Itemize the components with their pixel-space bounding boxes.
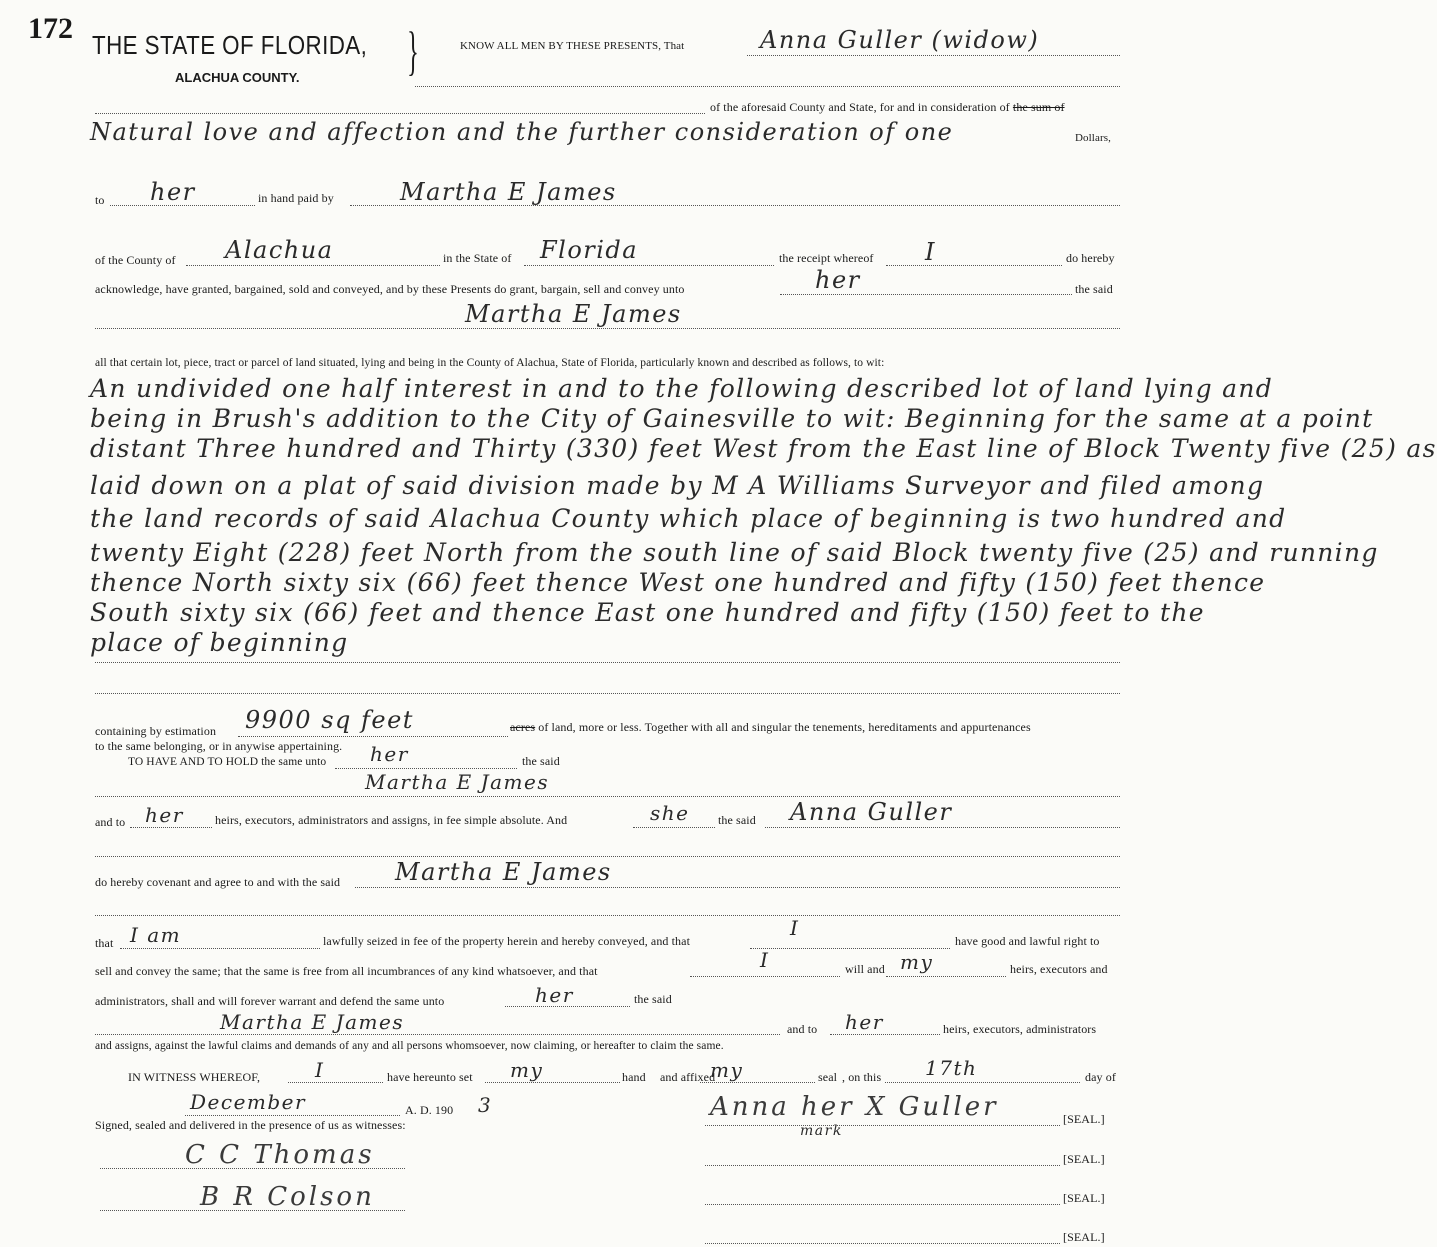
grantor-mark-label: mark xyxy=(800,1123,843,1139)
signature-line xyxy=(705,1125,1060,1126)
consideration-text: Natural love and affection and the further consideration of one xyxy=(90,118,954,146)
seized-value-2: I xyxy=(790,916,800,940)
covenant-text: do hereby covenant and agree to and with the said xyxy=(95,875,341,889)
blank-line xyxy=(524,265,774,266)
that-label: that xyxy=(95,936,114,950)
witness-whereof-label: IN WITNESS WHEREOF, xyxy=(128,1070,261,1084)
aforesaid-text: of the aforesaid County and State, for and in consideration of the sum of xyxy=(710,100,1065,114)
sell-value: I xyxy=(760,948,770,972)
grantor-name: Anna Guller (widow) xyxy=(760,26,1040,54)
header-brace: } xyxy=(407,21,419,81)
blank-line xyxy=(747,55,1120,56)
blank-line xyxy=(95,113,705,114)
claims-text: and assigns, against the lawful claims and demands of any and all persons whomsoever, now claiming, or hereafter to claim the same. xyxy=(95,1040,724,1052)
containing-rest: acres of land, more or less. Together with all and singular the tenements, hereditaments and appurtenances xyxy=(510,720,1031,734)
blank-line xyxy=(95,1034,780,1035)
seal-value: my xyxy=(710,1058,744,1082)
county-heading: ALACHUA COUNTY. xyxy=(175,70,300,85)
blank-line xyxy=(95,915,1120,916)
description-line: the land records of said Alachua County which place of beginning is two hundred and xyxy=(90,504,1287,533)
hereby-label: do hereby xyxy=(1066,251,1115,265)
blank-line xyxy=(288,1082,383,1083)
seal-label: [SEAL.] xyxy=(1063,1230,1105,1244)
of-county-label: of the County of xyxy=(95,253,176,267)
containing-label: containing by estimation xyxy=(95,724,217,738)
description-line: thence North sixty six (66) feet thence West one hundred and fifty (150) feet thence xyxy=(90,568,1266,597)
blank-line xyxy=(95,796,1120,797)
ad-label: A. D. 190 xyxy=(405,1103,454,1117)
warrant-name: Martha E James xyxy=(220,1010,405,1034)
hand-value: my xyxy=(510,1058,544,1082)
seal-label: [SEAL.] xyxy=(1063,1152,1105,1166)
the-said-label: the said xyxy=(1075,282,1113,296)
witness-signature: C C Thomas xyxy=(185,1140,375,1170)
dollars-label: Dollars, xyxy=(1075,132,1111,144)
description-line: distant Three hundred and Thirty (330) feet West from the East line of Block Twenty five (25) as xyxy=(90,434,1437,463)
heirs-executors-text: heirs, executors and xyxy=(1010,962,1108,976)
area-value: 9900 sq feet xyxy=(245,706,414,734)
witness-value: I xyxy=(315,1058,325,1082)
description-line: twenty Eight (228) feet North from the south line of said Block twenty five (25) and running xyxy=(90,538,1379,567)
blank-line xyxy=(238,736,508,737)
blank-line xyxy=(750,948,950,949)
in-state-label: in the State of xyxy=(443,251,512,265)
description-line: being in Brush's addition to the City of Gainesville to wit: Beginning for the same at a point xyxy=(90,404,1374,433)
in-hand-label: in hand paid by xyxy=(258,191,334,205)
description-line: An undivided one half interest in and to the following described lot of land lying and xyxy=(90,374,1274,403)
blank-line xyxy=(765,827,1120,828)
description-line: South sixty six (66) feet and thence East one hundred and fifty (150) feet to the xyxy=(90,598,1205,627)
have-set-label: have hereunto set xyxy=(387,1070,473,1084)
blank-line xyxy=(830,1034,940,1035)
fee-simple-text: heirs, executors, administrators and assigns, in fee simple absolute. And xyxy=(215,813,568,827)
seal-label-text: seal xyxy=(818,1070,838,1084)
county-value: Alachua xyxy=(225,236,334,264)
signed-sealed-text: Signed, sealed and delivered in the presence of us as witnesses: xyxy=(95,1118,406,1132)
to-label: to xyxy=(95,193,105,207)
blank-line xyxy=(415,86,1120,87)
warrant-value: her xyxy=(535,983,574,1007)
on-this-label: , on this xyxy=(842,1070,882,1084)
blank-line xyxy=(95,328,1120,329)
and-value: she xyxy=(650,801,690,825)
sell-text: sell and convey the same; that the same is free from all incumbrances of any kind whatsoever, and that xyxy=(95,964,598,978)
day-of-label: day of xyxy=(1085,1070,1116,1084)
state-value: Florida xyxy=(540,236,639,264)
hand-label: hand xyxy=(622,1070,646,1084)
warrant-text: administrators, shall and will forever warrant and defend the same unto xyxy=(95,994,445,1008)
blank-line xyxy=(690,976,840,977)
blank-line xyxy=(185,1115,400,1116)
signature-line xyxy=(705,1165,1060,1166)
signature-line xyxy=(100,1168,405,1169)
description-line: place of beginning xyxy=(90,628,349,657)
signature-line xyxy=(100,1210,405,1211)
grantor-signature: Anna her X Guller xyxy=(710,1092,999,1122)
warrant-and-to: and to xyxy=(787,1022,818,1036)
habendum-name: Martha E James xyxy=(365,770,550,794)
blank-line xyxy=(95,693,1120,694)
blank-line xyxy=(120,948,320,949)
blank-line xyxy=(886,265,1062,266)
description-line: laid down on a plat of said division made by M A Williams Surveyor and filed among xyxy=(90,471,1265,500)
receipt-value: I xyxy=(925,238,936,266)
witness-signature: B R Colson xyxy=(200,1182,375,1212)
year-digit: 3 xyxy=(478,1093,493,1117)
and-to-label: and to xyxy=(95,815,126,829)
blank-line xyxy=(780,294,1072,295)
receipt-label: the receipt whereof xyxy=(779,251,874,265)
acknowledge-text: acknowledge, have granted, bargained, sold and conveyed, and by these Presents do grant, bargain, sell and convey unto xyxy=(95,282,685,296)
seal-label: [SEAL.] xyxy=(1063,1191,1105,1205)
blank-line xyxy=(95,856,1120,857)
lawful-right-text: have good and lawful right to xyxy=(955,934,1100,948)
lot-intro: all that certain lot, piece, tract or parcel of land situated, lying and being in the County of Alachua, State of Florida, particularly known and described as follows, to wit: xyxy=(95,357,885,369)
seized-value: I am xyxy=(130,923,182,947)
to-value: her xyxy=(150,178,196,206)
blank-line xyxy=(186,265,440,266)
state-heading: THE STATE OF FLORIDA, xyxy=(92,30,368,60)
habendum-the-said: the said xyxy=(522,754,560,768)
blank-line xyxy=(633,827,715,828)
warrant-value-2: her xyxy=(845,1010,884,1034)
page-number: 172 xyxy=(28,12,73,45)
affixed-label: and affixed xyxy=(660,1070,716,1084)
warrant-heirs-text: heirs, executors, administrators xyxy=(943,1022,1097,1036)
habendum-value: her xyxy=(370,742,409,766)
appertaining-text: to the same belonging, or in anywise appertaining. xyxy=(95,739,343,753)
habendum-label: TO HAVE AND TO HOLD the same unto xyxy=(128,756,327,768)
blank-line xyxy=(95,662,1120,663)
sell-value-2: my xyxy=(900,950,934,974)
signature-line xyxy=(705,1204,1060,1205)
blank-line xyxy=(885,1082,1080,1083)
month-value: December xyxy=(190,1090,307,1114)
paid-by-value: Martha E James xyxy=(400,178,617,206)
seal-label: [SEAL.] xyxy=(1063,1112,1105,1126)
convey-unto-value: her xyxy=(815,266,861,294)
heirs-value: her xyxy=(145,803,184,827)
heirs-the-said: the said xyxy=(718,813,756,827)
blank-line xyxy=(485,1082,620,1083)
blank-line xyxy=(886,976,1006,977)
know-all-text: KNOW ALL MEN BY THESE PRESENTS, That xyxy=(460,40,685,52)
heirs-name: Anna Guller xyxy=(790,798,953,826)
blank-line xyxy=(130,827,212,828)
blank-line xyxy=(700,1082,815,1083)
will-and-label: will and xyxy=(845,962,885,976)
blank-line xyxy=(355,887,1120,888)
blank-line xyxy=(335,768,517,769)
warrant-the-said: the said xyxy=(634,992,672,1006)
signature-line xyxy=(705,1243,1060,1244)
day-value: 17th xyxy=(925,1056,978,1080)
covenant-name: Martha E James xyxy=(395,858,612,886)
grantee-name: Martha E James xyxy=(465,300,682,328)
seized-text: lawfully seized in fee of the property herein and hereby conveyed, and that xyxy=(323,934,691,948)
